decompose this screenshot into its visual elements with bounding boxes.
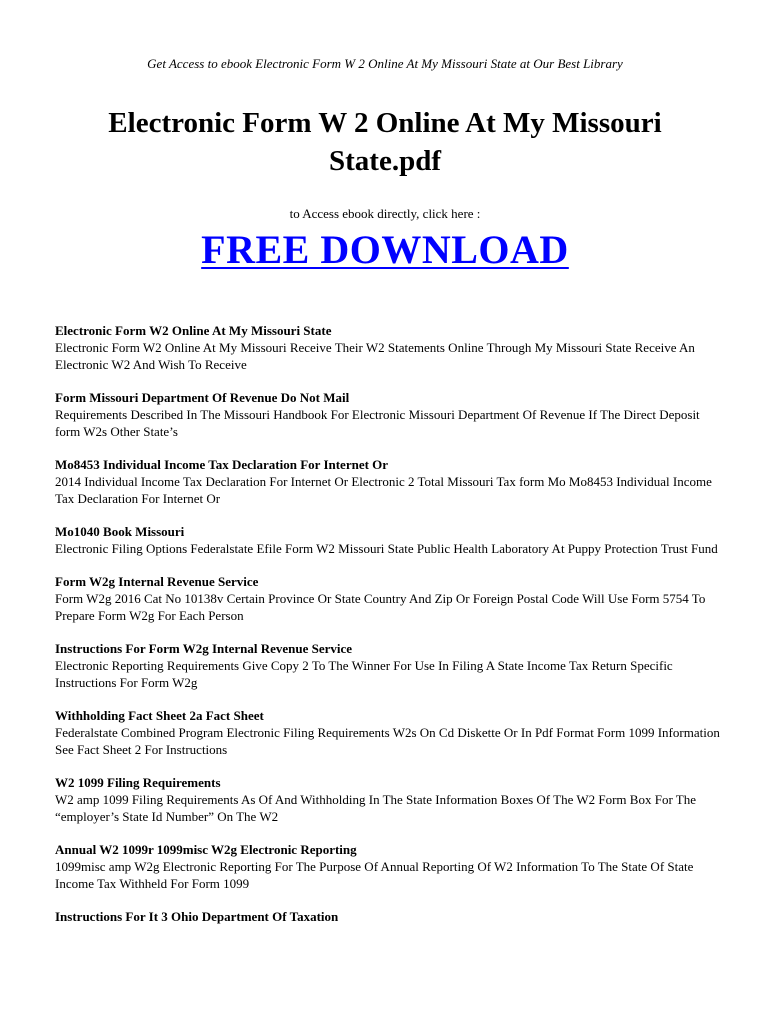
list-item [55,523,725,557]
list-item [55,841,725,892]
entry-title: Form W2g Internal Revenue Service [55,574,259,589]
list-item [55,389,725,440]
entry-title: Withholding Fact Sheet 2a Fact Sheet [55,708,264,723]
entry-description: 2014 Individual Income Tax Declaration For Internet Or Electronic 2 Total Missouri Tax form Mo Mo8453 Individual Income Tax Declaration For Internet Or [55,474,712,506]
page-title: Electronic Form W 2 Online At My Missouri State.pdf [108,107,662,177]
list-item [55,640,725,691]
entry-list [55,322,725,941]
entry-description: Form W2g 2016 Cat No 10138v Certain Province Or State Country And Zip Or Foreign Postal Code Will Use Form 5754 To Prepare Form W2g For Each Person [55,591,706,623]
list-item [55,774,725,825]
entry-title: Electronic Form W2 Online At My Missouri State [55,323,332,338]
entry-description: Federalstate Combined Program Electronic Filing Requirements W2s On Cd Diskette Or In Pdf Format Form 1099 Information See Fact Sheet 2 For Instructions [55,725,720,757]
entry-title: Mo1040 Book Missouri [55,524,185,539]
free-download-link[interactable]: FREE DOWNLOAD [201,227,569,272]
list-item [55,322,725,373]
list-item [55,707,725,758]
access-instruction: to Access ebook directly, click here : [289,206,481,221]
entry-description: W2 amp 1099 Filing Requirements As Of And Withholding In The State Information Boxes Of The W2 Form Box For The “employer’s State Id Number” On The W2 [55,792,696,824]
entry-description: 1099misc amp W2g Electronic Reporting For The Purpose Of Annual Reporting Of W2 Information To The State Of State Income Tax Withheld For Form 1099 [55,859,694,891]
list-item [55,456,725,507]
entry-description: Requirements Described In The Missouri Handbook For Electronic Missouri Department Of Revenue If The Direct Deposit form W2s Other State’s [55,407,700,439]
entry-title: W2 1099 Filing Requirements [55,775,221,790]
entry-title: Form Missouri Department Of Revenue Do Not Mail [55,390,350,405]
list-item [55,908,725,925]
list-item [55,573,725,624]
entry-description: Electronic Reporting Requirements Give Copy 2 To The Winner For Use In Filing A State Income Tax Return Specific Instructions For Form W2g [55,658,673,690]
entry-description: Electronic Filing Options Federalstate Efile Form W2 Missouri State Public Health Laboratory At Puppy Protection Trust Fund [55,541,718,556]
entry-title: Instructions For It 3 Ohio Department Of Taxation [55,909,339,924]
entry-title: Instructions For Form W2g Internal Revenue Service [55,641,353,656]
entry-title: Mo8453 Individual Income Tax Declaration For Internet Or [55,457,389,472]
entry-title: Annual W2 1099r 1099misc W2g Electronic Reporting [55,842,357,857]
entry-description: Electronic Form W2 Online At My Missouri Receive Their W2 Statements Online Through My Missouri State Receive An Electronic W2 And Wish To Receive [55,340,695,372]
header-note: Get Access to ebook Electronic Form W 2 Online At My Missouri State at Our Best Library [147,56,623,71]
